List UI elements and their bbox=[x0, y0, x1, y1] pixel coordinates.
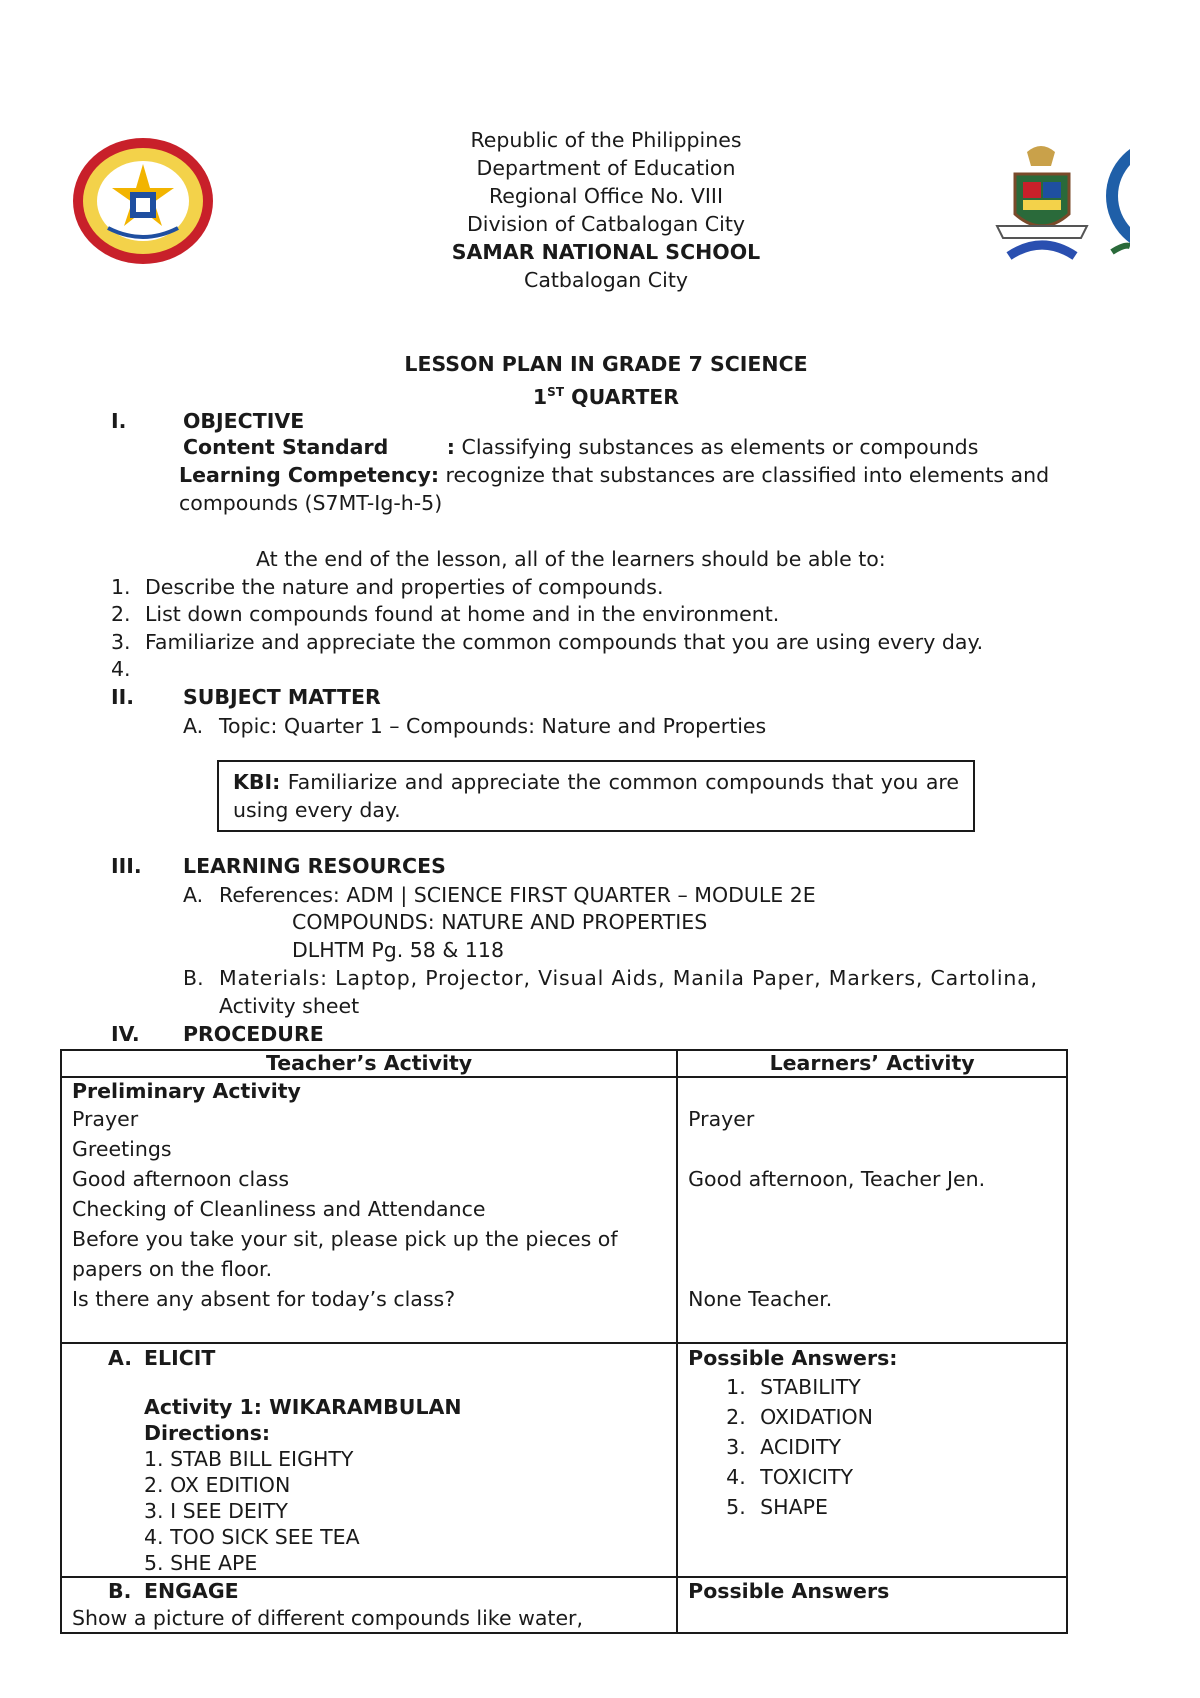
quarter-word: QUARTER bbox=[571, 384, 680, 409]
school-city: Catbalogan City bbox=[524, 268, 688, 292]
references-row bbox=[183, 882, 816, 908]
prelim-heading: Preliminary Activity bbox=[72, 1079, 301, 1103]
prelim-checking: Checking of Cleanliness and Attendance bbox=[72, 1197, 486, 1221]
objective-item bbox=[111, 574, 664, 600]
quarter-number: 1 bbox=[532, 384, 548, 409]
materials-letter: B. bbox=[183, 966, 204, 990]
clue-item: 3. I SEE DEITY bbox=[144, 1499, 288, 1523]
engage-answers-heading: Possible Answers bbox=[688, 1579, 890, 1603]
table-row-elicit bbox=[61, 1343, 1067, 1577]
clue-item: 4. TOO SICK SEE TEA bbox=[144, 1525, 360, 1549]
objective-item-num: 3. bbox=[111, 630, 131, 654]
section-numeral-objective: I. bbox=[111, 409, 127, 433]
clue-item: 5. SHE APE bbox=[144, 1551, 258, 1575]
answer-item bbox=[688, 1372, 1056, 1402]
kbi-label: KBI: bbox=[233, 770, 281, 794]
topic-row bbox=[183, 713, 766, 739]
engage-heading bbox=[72, 1578, 666, 1604]
letterhead bbox=[300, 126, 912, 294]
header-line-region: Regional Office No. VIII bbox=[488, 184, 724, 208]
table-row-preliminary bbox=[61, 1077, 1067, 1343]
table-row-engage bbox=[61, 1577, 1067, 1633]
directions-label: Directions: bbox=[144, 1421, 271, 1445]
objective-item-num: 1. bbox=[111, 575, 131, 599]
answer-text: SHAPE bbox=[760, 1495, 828, 1519]
answer-text: TOXICITY bbox=[760, 1465, 854, 1489]
col-header-learner: Learners’ Activity bbox=[677, 1050, 1067, 1077]
objective-item bbox=[111, 629, 983, 655]
kbi-box bbox=[217, 760, 975, 832]
objective-item bbox=[111, 656, 145, 682]
engage-letter: B. bbox=[108, 1579, 132, 1603]
section-numeral-subject: II. bbox=[111, 685, 135, 709]
answer-num: 1. bbox=[726, 1375, 746, 1399]
prelim-greetings: Greetings bbox=[72, 1137, 172, 1161]
answer-item bbox=[688, 1462, 1056, 1492]
prelim-before-2: papers on the floor. bbox=[72, 1257, 273, 1281]
competency-text-2: compounds (S7MT-Ig-h-5) bbox=[179, 491, 443, 515]
answer-num: 2. bbox=[726, 1405, 746, 1429]
elicit-heading bbox=[72, 1344, 666, 1372]
materials-line-2: Activity sheet bbox=[219, 994, 360, 1018]
objectives-intro: At the end of the lesson, all of the learners should be able to: bbox=[256, 547, 886, 571]
learner-none: None Teacher. bbox=[688, 1287, 833, 1311]
objective-item-num: 2. bbox=[111, 602, 131, 626]
engage-teacher-cell bbox=[61, 1577, 677, 1633]
activity-title: Activity 1: WIKARAMBULAN bbox=[144, 1395, 462, 1419]
col-header-teacher: Teacher’s Activity bbox=[61, 1050, 677, 1077]
quarter-title bbox=[300, 378, 912, 411]
header-line-republic: Republic of the Philippines bbox=[470, 128, 742, 152]
topic-letter: A. bbox=[183, 714, 204, 738]
answer-item bbox=[688, 1402, 1056, 1432]
prelim-good-afternoon: Good afternoon class bbox=[72, 1167, 290, 1191]
section-title-procedure: PROCEDURE bbox=[183, 1022, 324, 1046]
section-title-subject: SUBJECT MATTER bbox=[183, 685, 381, 709]
answer-num: 4. bbox=[726, 1465, 746, 1489]
elicit-answers-heading: Possible Answers: bbox=[688, 1346, 898, 1370]
competency-label: Learning Competency: bbox=[179, 463, 440, 487]
answer-text: ACIDITY bbox=[760, 1435, 842, 1459]
competency-row bbox=[179, 462, 1049, 488]
objective-item-text: Describe the nature and properties of compounds. bbox=[145, 575, 664, 599]
lesson-plan-title: LESSON PLAN IN GRADE 7 SCIENCE bbox=[404, 352, 808, 376]
school-seal bbox=[993, 134, 1103, 264]
engage-title: ENGAGE bbox=[144, 1579, 239, 1603]
table-header-row bbox=[61, 1050, 1067, 1077]
materials-row bbox=[183, 965, 1133, 991]
section-title-resources: LEARNING RESOURCES bbox=[183, 854, 446, 878]
content-standard-sep: : bbox=[446, 435, 455, 459]
engage-learner-cell bbox=[677, 1577, 1067, 1633]
answer-text: OXIDATION bbox=[760, 1405, 873, 1429]
references-line-2: COMPOUNDS: NATURE AND PROPERTIES bbox=[292, 910, 708, 934]
learner-good-afternoon: Good afternoon, Teacher Jen. bbox=[688, 1167, 986, 1191]
content-standard-row bbox=[183, 434, 978, 460]
elicit-learner-cell bbox=[677, 1343, 1067, 1577]
answer-num: 5. bbox=[726, 1495, 746, 1519]
topic-text: Topic: Quarter 1 – Compounds: Nature and Properties bbox=[219, 714, 767, 738]
prelim-prayer: Prayer bbox=[72, 1107, 139, 1131]
materials-line-1: Materials: Laptop, Projector, Visual Aids, Manila Paper, Markers, Cartolina, bbox=[219, 966, 1038, 990]
references-line-3: DLHTM Pg. 58 & 118 bbox=[292, 938, 504, 962]
quarter-suffix: ST bbox=[547, 385, 564, 399]
content-standard-label: Content Standard bbox=[183, 435, 389, 459]
clue-item: 2. OX EDITION bbox=[144, 1473, 291, 1497]
procedure-table bbox=[60, 1049, 1068, 1634]
answer-text: STABILITY bbox=[760, 1375, 861, 1399]
section-numeral-procedure: IV. bbox=[111, 1022, 140, 1046]
answer-item bbox=[688, 1492, 1056, 1522]
deped-division-seal bbox=[70, 136, 216, 266]
content-standard-text: Classifying substances as elements or compounds bbox=[461, 435, 979, 459]
kbi-text: Familiarize and appreciate the common compounds that you are using every day. bbox=[233, 770, 959, 822]
objective-item bbox=[111, 601, 779, 627]
objective-item-num: 4. bbox=[111, 657, 131, 681]
header-line-division: Division of Catbalogan City bbox=[466, 212, 745, 236]
prelim-before-1: Before you take your sit, please pick up the pieces of bbox=[72, 1227, 618, 1251]
elicit-letter: A. bbox=[108, 1346, 133, 1370]
elicit-title: ELICIT bbox=[144, 1346, 216, 1370]
references-letter: A. bbox=[183, 883, 204, 907]
section-numeral-resources: III. bbox=[111, 854, 142, 878]
prelim-absent: Is there any absent for today’s class? bbox=[72, 1287, 456, 1311]
answer-item bbox=[688, 1432, 1056, 1462]
prelim-teacher-cell bbox=[61, 1077, 677, 1343]
references-line-1: References: ADM | SCIENCE FIRST QUARTER – MODULE 2E bbox=[219, 883, 816, 907]
answer-num: 3. bbox=[726, 1435, 746, 1459]
learner-prayer: Prayer bbox=[688, 1107, 755, 1131]
prelim-learner-cell bbox=[677, 1077, 1067, 1343]
samar-national-school-seal bbox=[1104, 134, 1130, 264]
school-name: SAMAR NATIONAL SCHOOL bbox=[451, 240, 761, 264]
clue-item: 1. STAB BILL EIGHTY bbox=[144, 1447, 354, 1471]
elicit-teacher-cell bbox=[61, 1343, 677, 1577]
engage-text: Show a picture of different compounds like water, bbox=[72, 1606, 583, 1630]
header-line-deped: Department of Education bbox=[476, 156, 736, 180]
competency-text-1: recognize that substances are classified into elements and bbox=[445, 463, 1050, 487]
objective-item-text: Familiarize and appreciate the common compounds that you are using every day. bbox=[145, 630, 984, 654]
section-title-objective: OBJECTIVE bbox=[183, 409, 305, 433]
objective-item-text: List down compounds found at home and in the environment. bbox=[145, 602, 780, 626]
